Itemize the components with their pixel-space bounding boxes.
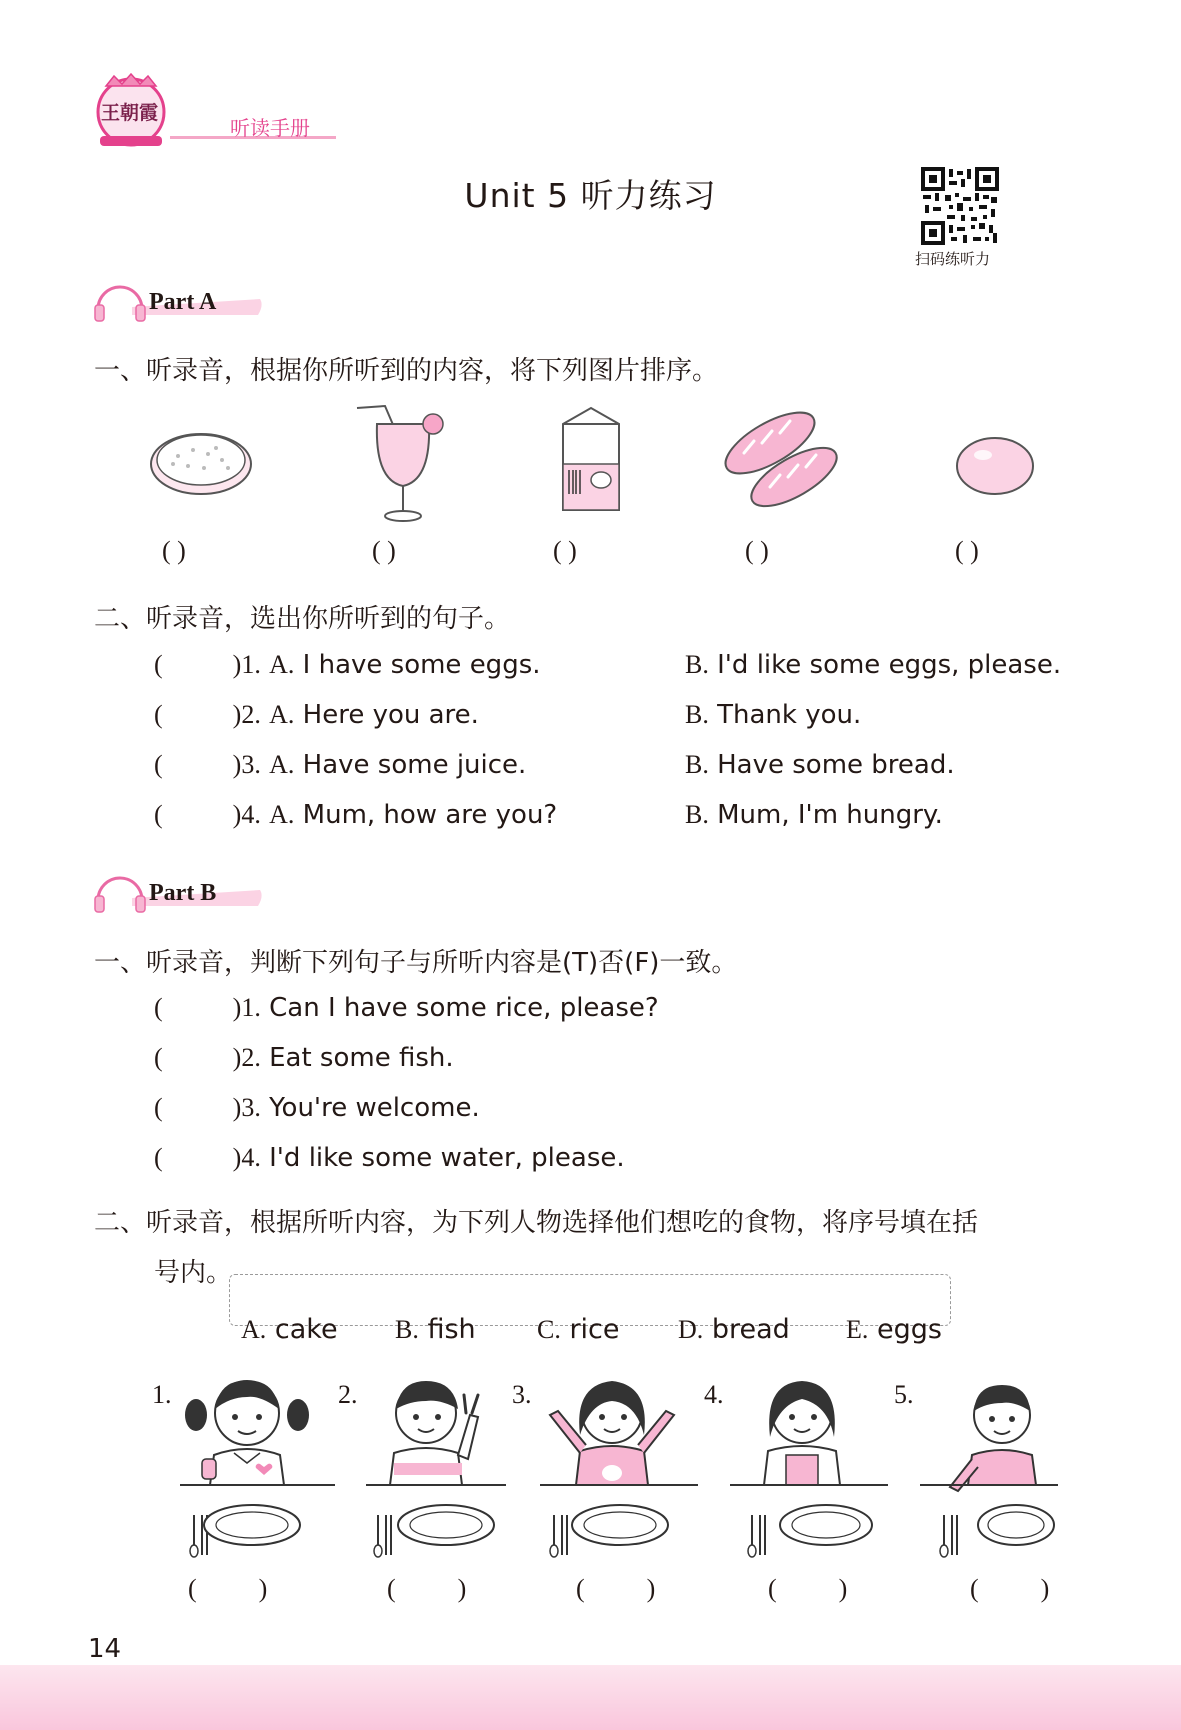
person-number: 5. (894, 1380, 914, 1409)
partA-q1-instruction: 一、听录音，根据你所听到的内容，将下列图片排序。 (94, 356, 719, 386)
answer-paren[interactable] (387, 1574, 466, 1604)
partA-q2-instruction: 二、听录音，选出你所听到的句子。 (94, 604, 511, 634)
answer-paren[interactable] (188, 1574, 267, 1604)
tf-row (154, 993, 659, 1023)
milk-carton-picture (557, 404, 625, 518)
item-number: 3. (241, 750, 261, 779)
part-a-heading (92, 275, 267, 327)
option-a-label: A. (269, 750, 295, 779)
answer-paren-open: ( (188, 1574, 197, 1603)
person-number: 4. (704, 1380, 724, 1409)
option-label: A. (241, 1315, 267, 1344)
answer-paren-close: ) (457, 1574, 467, 1603)
answer-paren-close: ) (646, 1574, 656, 1603)
header-label: 听读手册 (230, 116, 310, 140)
choice-row-b (685, 650, 1061, 680)
choice-row (154, 750, 526, 780)
answer-paren-close: ) (232, 1043, 242, 1072)
answer-paren[interactable]: ( ) (162, 536, 186, 565)
answer-paren-open[interactable]: ( (154, 700, 163, 729)
person-number: 2. (338, 1380, 358, 1409)
food-option (395, 1314, 476, 1345)
answer-paren-close: ) (838, 1574, 848, 1603)
answer-paren[interactable]: ( ) (745, 536, 769, 565)
option-a-label: A. (269, 800, 295, 829)
rice-bowl-picture (148, 420, 254, 504)
option-label: E. (846, 1315, 869, 1344)
answer-paren[interactable]: ( ) (955, 536, 979, 565)
item-number: 1. (241, 993, 261, 1022)
answer-paren-open[interactable]: ( (154, 1143, 163, 1172)
answer-paren-open[interactable]: ( (154, 1043, 163, 1072)
statement-text: You're welcome. (269, 1093, 480, 1123)
answer-paren-open: ( (387, 1574, 396, 1603)
boy-peace-sign-illustration (366, 1375, 521, 1564)
answer-paren-open[interactable]: ( (154, 1093, 163, 1122)
choice-row-b (685, 700, 861, 730)
answer-paren-close: ) (1040, 1574, 1050, 1603)
answer-paren-close: ) (232, 650, 242, 679)
food-option (241, 1314, 338, 1345)
option-b-text: Thank you. (717, 700, 862, 730)
statement-text: Can I have some rice, please? (269, 993, 659, 1023)
option-a-text: I have some eggs. (302, 650, 541, 680)
answer-paren[interactable] (576, 1574, 655, 1604)
girl-apron-illustration (730, 1375, 890, 1564)
option-a-label: A. (269, 650, 295, 679)
food-option (678, 1314, 790, 1345)
answer-paren-close: ) (232, 700, 242, 729)
answer-paren-close: ) (258, 1574, 268, 1603)
option-text: eggs (876, 1314, 942, 1345)
answer-paren-open[interactable]: ( (154, 750, 163, 779)
food-option (846, 1314, 942, 1345)
answer-paren-open: ( (576, 1574, 585, 1603)
item-number: 2. (241, 1043, 261, 1072)
answer-paren-open[interactable]: ( (154, 800, 163, 829)
option-text: rice (569, 1314, 620, 1345)
girl-pigtails-illustration (180, 1375, 335, 1564)
page-title: Unit 5 听力练习 (464, 176, 717, 215)
option-a-text: Mum, how are you? (302, 800, 558, 830)
option-label: D. (678, 1315, 704, 1344)
option-a-text: Here you are. (302, 700, 479, 730)
answer-paren-open: ( (970, 1574, 979, 1603)
item-number: 1. (241, 650, 261, 679)
part-a-label: Part A (149, 289, 217, 315)
option-label: C. (537, 1315, 561, 1344)
item-number: 4. (241, 1143, 261, 1172)
logo-text: 王朝霞 (101, 102, 159, 124)
tf-row (154, 1043, 454, 1073)
juice-glass-picture (355, 400, 455, 529)
option-text: bread (711, 1314, 790, 1345)
option-label: B. (395, 1315, 419, 1344)
girl-arms-up-illustration (540, 1375, 700, 1564)
option-b-label: B. (685, 700, 709, 729)
tf-row (154, 1093, 480, 1123)
option-text: cake (274, 1314, 338, 1345)
partB-q2-instruction-line2: 号内。 (154, 1258, 233, 1288)
boy-fork-illustration (920, 1375, 1060, 1564)
answer-paren[interactable]: ( ) (372, 536, 396, 565)
option-b-text: Mum, I'm hungry. (717, 800, 943, 830)
statement-text: I'd like some water, please. (269, 1143, 625, 1173)
bread-loaves-picture (722, 405, 842, 519)
answer-paren-close: ) (232, 1093, 242, 1122)
item-number: 3. (241, 1093, 261, 1122)
partB-q1-instruction: 一、听录音，判断下列句子与所听内容是(T)否(F)一致。 (94, 948, 738, 978)
item-number: 2. (241, 700, 261, 729)
answer-paren[interactable]: ( ) (553, 536, 577, 565)
answer-paren-open[interactable]: ( (154, 650, 163, 679)
choice-row (154, 650, 541, 680)
choice-row-b (685, 750, 955, 780)
option-b-label: B. (685, 750, 709, 779)
option-text: fish (427, 1314, 476, 1345)
tf-row (154, 1143, 625, 1173)
person-number: 3. (512, 1380, 532, 1409)
option-b-label: B. (685, 650, 709, 679)
choice-row-b (685, 800, 943, 830)
answer-paren-open: ( (768, 1574, 777, 1603)
statement-text: Eat some fish. (269, 1043, 454, 1073)
answer-paren-close: ) (232, 993, 242, 1022)
option-b-text: I'd like some eggs, please. (717, 650, 1062, 680)
part-b-label: Part B (149, 880, 217, 906)
egg-picture (953, 433, 1037, 503)
answer-paren[interactable] (970, 1574, 1049, 1604)
food-option (537, 1314, 620, 1345)
footer-band (0, 1665, 1181, 1730)
answer-paren-open[interactable]: ( (154, 993, 163, 1022)
option-b-label: B. (685, 800, 709, 829)
part-b-heading (92, 866, 267, 918)
answer-paren[interactable] (768, 1574, 847, 1604)
qr-caption: 扫码练听力 (915, 250, 991, 268)
choice-row (154, 700, 479, 730)
option-b-text: Have some bread. (717, 750, 955, 780)
option-a-label: A. (269, 700, 295, 729)
person-number: 1. (152, 1380, 172, 1409)
answer-paren-close: ) (232, 750, 242, 779)
option-a-text: Have some juice. (302, 750, 527, 780)
answer-paren-close: ) (232, 800, 242, 829)
choice-row (154, 800, 557, 830)
qr-code-icon[interactable] (921, 167, 999, 245)
answer-paren-close: ) (232, 1143, 242, 1172)
partB-q2-instruction-line1: 二、听录音，根据所听内容，为下列人物选择他们想吃的食物，将序号填在括 (94, 1208, 979, 1238)
page-number: 14 (88, 1634, 122, 1664)
item-number: 4. (241, 800, 261, 829)
